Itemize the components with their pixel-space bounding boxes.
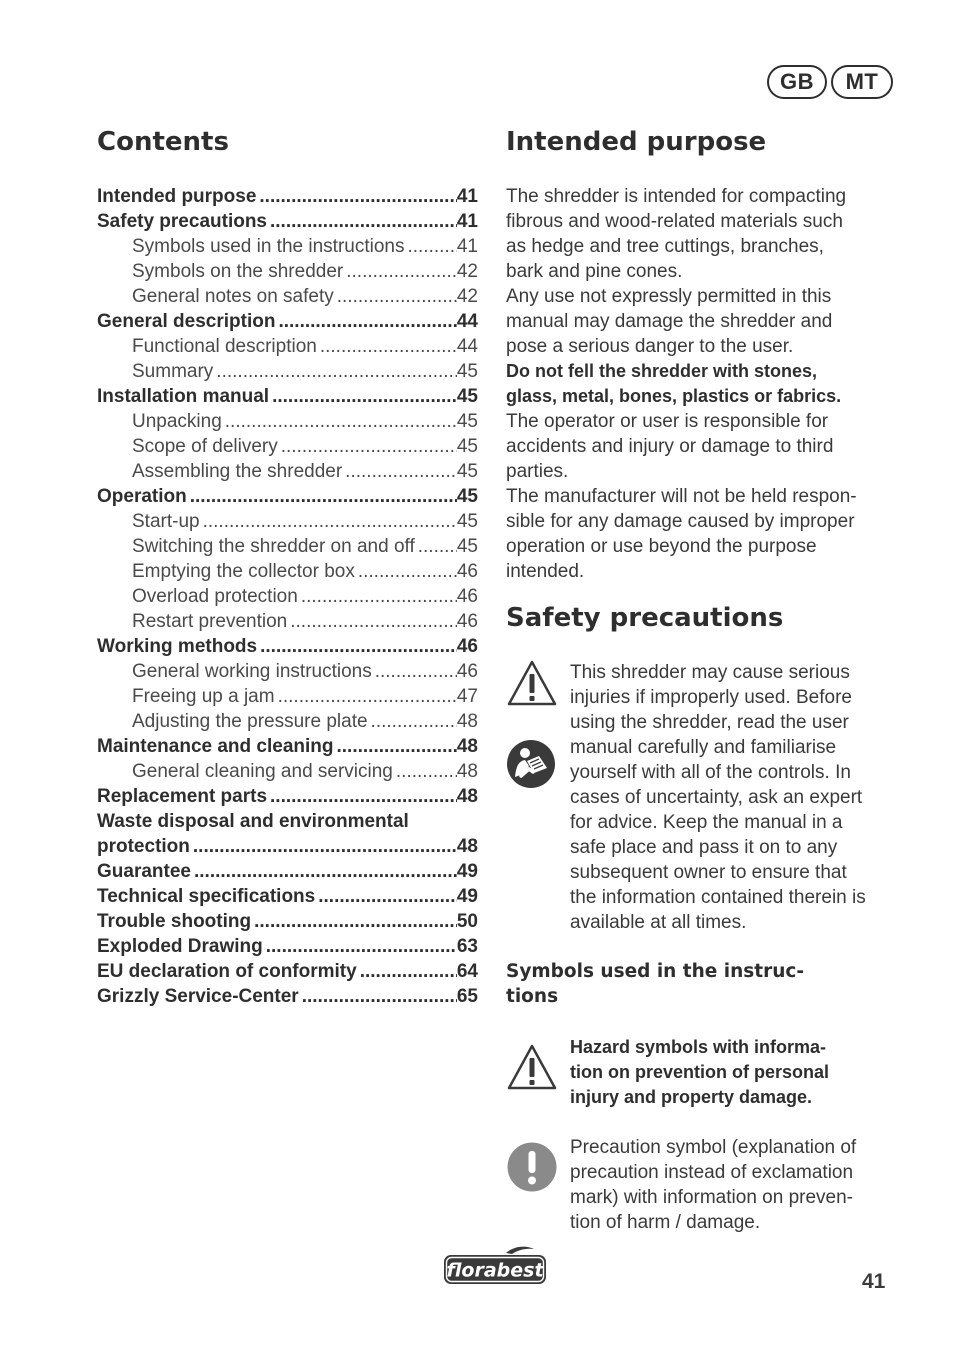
text-line: Precaution symbol (explanation of	[570, 1137, 857, 1158]
toc-entry-page: 42	[456, 261, 478, 282]
toc-entry	[97, 309, 478, 334]
text-line: injuries if improperly used. Before	[570, 687, 852, 708]
toc-entry	[97, 784, 478, 809]
text-line: manual may damage the shredder and	[506, 311, 833, 332]
toc-entry	[97, 234, 478, 259]
text-line: subsequent owner to ensure that	[570, 862, 847, 883]
toc-entry	[97, 734, 478, 759]
text-line: The operator or user is responsible for	[506, 411, 829, 432]
florabest-logo-text: florabest	[446, 1259, 544, 1282]
toc-entry-page: 48	[456, 736, 478, 757]
text-line: The manufacturer will not be held respon-	[506, 486, 857, 507]
toc-dot-leader	[213, 359, 457, 384]
toc-entry-page: 46	[456, 611, 478, 632]
badge-gb: GB	[767, 65, 827, 99]
toc-entry-page: 46	[456, 661, 478, 682]
toc-entry-page: 47	[456, 686, 478, 707]
toc-dot-leader	[263, 934, 457, 959]
toc-entry-page: 45	[456, 486, 478, 507]
toc-entry-page: 44	[456, 336, 478, 357]
text-line: accidents and injury or damage to third	[506, 436, 834, 457]
toc-entry	[97, 284, 478, 309]
toc-dot-leader	[190, 834, 457, 859]
toc-dot-leader	[372, 659, 457, 684]
toc-entry-page: 64	[456, 961, 478, 982]
toc-entry-page: 45	[456, 436, 478, 457]
toc-dot-leader	[317, 334, 457, 359]
safety-text	[570, 660, 900, 935]
text-line: parties.	[506, 461, 569, 482]
toc-dot-leader	[187, 484, 457, 509]
text-line: Any use not expressly permitted in this	[506, 286, 832, 307]
text-line: injury and property damage.	[570, 1087, 813, 1107]
toc-entry-title: Emptying the collector box	[132, 561, 355, 582]
text-line: Hazard symbols with informa-	[570, 1037, 827, 1057]
toc-entry	[97, 759, 478, 784]
text-line: using the shredder, read the user	[570, 712, 849, 733]
text-line: mark) with information on preven-	[570, 1187, 853, 1208]
toc-entry-title: Summary	[132, 361, 214, 382]
toc-entry-title: Replacement parts	[97, 786, 268, 807]
text-line: yourself with all of the controls. In	[570, 762, 851, 783]
toc-entry	[97, 909, 478, 934]
toc-dot-leader	[298, 584, 457, 609]
heading-line: Symbols used in the instruc-	[506, 961, 805, 982]
text-line: manual carefully and familiarise	[570, 737, 837, 758]
language-badges	[767, 65, 893, 99]
toc-entry	[97, 259, 478, 284]
toc-dot-leader	[393, 759, 457, 784]
toc-dot-leader	[342, 459, 457, 484]
toc-dot-leader	[357, 959, 457, 984]
contents-heading: Contents	[97, 127, 229, 157]
toc-entry-page: 48	[456, 761, 478, 782]
exclamation-circle-icon	[507, 1142, 557, 1192]
toc-dot-leader	[191, 859, 457, 884]
toc-entry-title: Start-up	[132, 511, 200, 532]
toc-entry-page: 63	[456, 936, 478, 957]
text-line: sible for any damage caused by improper	[506, 511, 855, 532]
text-line: pose a serious danger to the user.	[506, 336, 794, 357]
text-line: precaution instead of exclamation	[570, 1162, 854, 1183]
badge-mt: MT	[831, 65, 893, 99]
toc-entry	[97, 209, 478, 234]
table-of-contents	[97, 184, 478, 1009]
text-line: cases of uncertainty, ask an expert	[570, 787, 863, 808]
toc-entry-page: 48	[456, 836, 478, 857]
toc-entry	[97, 859, 478, 884]
toc-entry	[97, 484, 478, 509]
toc-dot-leader	[278, 434, 457, 459]
toc-dot-leader	[267, 209, 457, 234]
toc-entry-page: 46	[456, 586, 478, 607]
warning-triangle-icon	[506, 659, 558, 707]
toc-entry-title: General working instructions	[132, 661, 372, 682]
toc-entry-title: Exploded Drawing	[97, 936, 263, 957]
text-line: bark and pine cones.	[506, 261, 683, 282]
toc-entry-page: 45	[456, 461, 478, 482]
text-line: for advice. Keep the manual in a	[570, 812, 843, 833]
toc-entry-title: protection	[97, 836, 190, 857]
toc-dot-leader	[299, 984, 457, 1009]
text-line: fibrous and wood-related materials such	[506, 211, 843, 232]
toc-dot-leader	[257, 634, 457, 659]
toc-entry-page: 41	[456, 236, 478, 257]
toc-entry-page: 45	[456, 411, 478, 432]
toc-entry	[97, 934, 478, 959]
toc-entry-page: 41	[456, 211, 478, 232]
toc-dot-leader	[256, 184, 456, 209]
toc-entry-title: Technical specifications	[97, 886, 316, 907]
toc-dot-leader	[267, 784, 457, 809]
warning-line: Do not fell the shredder with stones,	[506, 361, 818, 381]
safety-heading: Safety precautions	[506, 603, 784, 633]
toc-entry-title: Working methods	[97, 636, 258, 657]
toc-dot-leader	[404, 234, 456, 259]
toc-dot-leader	[251, 909, 457, 934]
toc-entry-title: Symbols used in the instructions	[132, 236, 405, 257]
toc-entry-title: Grizzly Service-Center	[97, 986, 299, 1007]
toc-dot-leader	[287, 609, 457, 634]
toc-entry-page: 44	[456, 311, 478, 332]
toc-entry: Waste disposal and environmental	[97, 811, 409, 832]
toc-entry-page: 48	[456, 711, 478, 732]
toc-entry	[97, 609, 478, 634]
symbols-heading	[506, 959, 804, 1009]
toc-entry	[97, 384, 478, 409]
toc-entry	[97, 709, 478, 734]
toc-entry-page: 45	[456, 386, 478, 407]
toc-entry	[97, 409, 478, 434]
toc-dot-leader	[415, 534, 457, 559]
toc-entry-title: General description	[97, 311, 276, 332]
toc-entry-page: 46	[456, 561, 478, 582]
toc-entry	[97, 184, 478, 209]
florabest-logo	[442, 1245, 548, 1287]
toc-entry-title: Freeing up a jam	[132, 686, 275, 707]
toc-entry	[97, 359, 478, 384]
warning-line: glass, metal, bones, plastics or fabrics.	[506, 386, 842, 406]
text-line: safe place and pass it on to any	[570, 837, 838, 858]
toc-entry-page: 45	[456, 511, 478, 532]
toc-entry-title: General cleaning and servicing	[132, 761, 393, 782]
text-line: intended.	[506, 561, 585, 582]
toc-dot-leader	[334, 284, 457, 309]
toc-entry-title: Adjusting the pressure plate	[132, 711, 368, 732]
toc-entry	[97, 334, 478, 359]
toc-entry	[97, 684, 478, 709]
toc-entry-title: Restart prevention	[132, 611, 288, 632]
toc-entry-title: Trouble shooting	[97, 911, 252, 932]
toc-entry	[97, 584, 478, 609]
toc-entry-title: EU declaration of conformity	[97, 961, 357, 982]
toc-entry-title: Intended purpose	[97, 186, 257, 207]
toc-entry-page: 46	[456, 636, 478, 657]
toc-entry-page: 45	[456, 536, 478, 557]
toc-entry	[97, 509, 478, 534]
toc-entry-title: General notes on safety	[132, 286, 334, 307]
toc-entry	[97, 634, 478, 659]
toc-entry-title: Operation	[97, 486, 187, 507]
toc-entry	[97, 959, 478, 984]
toc-entry-page: 41	[456, 186, 478, 207]
toc-entry-title: Guarantee	[97, 861, 191, 882]
warning-triangle-icon	[506, 1043, 558, 1091]
toc-entry-page: 48	[456, 786, 478, 807]
precaution-symbol-text	[570, 1135, 900, 1235]
text-line: the information contained therein is	[570, 887, 866, 908]
toc-entry-title: Functional description	[132, 336, 317, 357]
toc-dot-leader	[275, 684, 457, 709]
toc-entry-title: Assembling the shredder	[132, 461, 343, 482]
text-line: tion on prevention of personal	[570, 1062, 830, 1082]
toc-entry	[97, 834, 478, 859]
read-manual-icon	[506, 739, 556, 789]
toc-dot-leader	[269, 384, 457, 409]
toc-entry-title: Scope of delivery	[132, 436, 278, 457]
toc-entry-title: Overload protection	[132, 586, 298, 607]
text-line: available at all times.	[570, 912, 747, 933]
toc-dot-leader	[222, 409, 457, 434]
toc-entry	[97, 459, 478, 484]
toc-entry	[97, 884, 478, 909]
toc-dot-leader	[343, 259, 457, 284]
toc-entry	[97, 559, 478, 584]
toc-dot-leader	[368, 709, 457, 734]
toc-entry-page: 50	[456, 911, 478, 932]
toc-entry-title: Symbols on the shredder	[132, 261, 344, 282]
toc-dot-leader	[200, 509, 457, 534]
heading-line: tions	[506, 986, 559, 1007]
toc-entry-title: Unpacking	[132, 411, 222, 432]
toc-entry	[97, 434, 478, 459]
text-line: This shredder may cause serious	[570, 662, 850, 683]
intended-purpose-text	[506, 184, 896, 584]
text-line: as hedge and tree cuttings, branches,	[506, 236, 824, 257]
toc-entry	[97, 984, 478, 1009]
page-number: 41	[862, 1270, 886, 1293]
toc-entry-page: 49	[456, 886, 478, 907]
toc-entry	[97, 659, 478, 684]
toc-entry	[97, 534, 478, 559]
text-line: The shredder is intended for compacting	[506, 186, 847, 207]
toc-entry-page: 49	[456, 861, 478, 882]
intended-purpose-heading: Intended purpose	[506, 127, 767, 157]
toc-entry-page: 45	[456, 361, 478, 382]
toc-dot-leader	[355, 559, 457, 584]
toc-entry-title: Maintenance and cleaning	[97, 736, 334, 757]
toc-entry-title: Switching the shredder on and off	[132, 536, 415, 557]
toc-entry-page: 65	[456, 986, 478, 1007]
text-line: operation or use beyond the purpose	[506, 536, 817, 557]
toc-entry-page: 42	[456, 286, 478, 307]
hazard-symbol-text	[570, 1035, 900, 1110]
toc-dot-leader	[315, 884, 457, 909]
toc-dot-leader	[275, 309, 456, 334]
toc-entry-title: Installation manual	[97, 386, 270, 407]
text-line: tion of harm / damage.	[570, 1212, 761, 1233]
toc-entry-title: Safety precautions	[97, 211, 267, 232]
toc-dot-leader	[334, 734, 457, 759]
